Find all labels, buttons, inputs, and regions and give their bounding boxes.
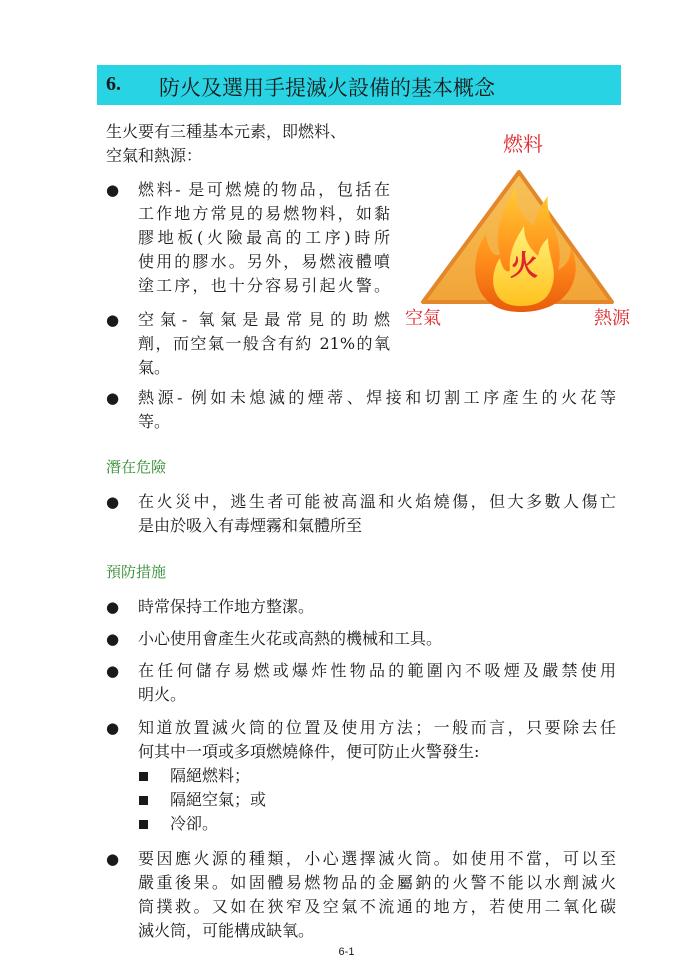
- intro-line: 空氣和熱源：: [106, 146, 203, 165]
- prevention-item: 時常保持工作地方整潔。: [138, 597, 315, 616]
- air-line: 劑，而空氣一般含有約 21%的氧: [138, 334, 390, 353]
- hazard-line: 在火災中，逃生者可能被高溫和火焰燒傷，但大多數人傷亡: [138, 492, 616, 511]
- hazard-section-title: 潛在危險: [106, 458, 167, 476]
- air-line: 空氣- 氧氣是最常見的助燃: [138, 310, 390, 329]
- bullet-icon: ●: [106, 662, 120, 680]
- square-bullet-icon: [139, 796, 148, 805]
- bullet-icon: ●: [106, 311, 120, 329]
- heat-line: 熱源- 例如未熄滅的煙蒂、焊接和切割工序產生的火花等: [138, 388, 616, 407]
- diagram-fire-label: 火: [510, 249, 539, 282]
- fuel-line: 塗工序，也十分容易引起火警。: [138, 276, 390, 295]
- diagram-air-label: 空氣: [405, 308, 441, 329]
- bullet-icon: ●: [106, 389, 120, 407]
- sub-item: 冷卻。: [170, 814, 219, 833]
- hazard-line: 是由於吸入有毒煙霧和氣體所至: [138, 516, 363, 535]
- prevention-item-line: 滅火筒，可能構成缺氧。: [138, 921, 315, 940]
- prevention-item-line: 明火。: [138, 685, 187, 704]
- square-bullet-icon: [139, 820, 148, 829]
- bullet-icon: ●: [106, 630, 120, 648]
- fuel-line: 工作地方常見的易燃物料，如黏: [138, 204, 390, 223]
- prevention-item-line: 何其中一項或多項燃燒條件，便可防止火警發生:: [138, 742, 480, 761]
- prevention-item: 小心使用會產生火花或高熱的機械和工具。: [138, 629, 443, 648]
- sub-item: 隔絕燃料；: [170, 766, 251, 785]
- prevention-item-line: 在任何儲存易燃或爆炸性物品的範圍內不吸煙及嚴禁使用: [138, 661, 616, 680]
- section-number: 6.: [106, 73, 121, 95]
- bullet-icon: ●: [106, 850, 120, 868]
- prevention-item-line: 要因應火源的種類，小心選擇滅火筒。如使用不當，可以至: [138, 849, 616, 868]
- square-bullet-icon: [139, 772, 148, 781]
- prevention-item-line: 嚴重後果。如固體易燃物品的金屬鈉的火警不能以水劑滅火: [138, 873, 616, 892]
- heat-line: 等。: [138, 412, 171, 431]
- page-number: 6-1: [338, 946, 355, 958]
- bullet-icon: ●: [106, 598, 120, 616]
- bullet-icon: ●: [106, 719, 120, 737]
- fuel-line: 使用的膠水。另外，易燃液體噴: [138, 252, 390, 271]
- section-title: 防火及選用手提滅火設備的基本概念: [159, 76, 495, 100]
- fire-triangle-diagram: [398, 130, 638, 340]
- fuel-line: 燃料- 是可燃燒的物品，包括在: [138, 180, 390, 199]
- diagram-fuel-label: 燃料: [503, 132, 543, 156]
- prevention-item-line: 知道放置滅火筒的位置及使用方法；一般而言，只要除去任: [138, 718, 616, 737]
- prevention-section-title: 預防措施: [106, 563, 167, 581]
- intro-line: 生火要有三種基本元素，即燃料、: [106, 122, 347, 141]
- diagram-heat-label: 熱源: [594, 308, 630, 329]
- section-heading: [97, 65, 621, 105]
- sub-item: 隔絕空氣；或: [170, 790, 267, 809]
- air-line: 氣。: [138, 358, 171, 377]
- bullet-icon: ●: [106, 493, 120, 511]
- fuel-line: 膠地板(火險最高的工序)時所: [138, 228, 390, 247]
- prevention-item-line: 筒撲救。又如在狹窄及空氣不流通的地方，若使用二氧化碳: [138, 897, 616, 916]
- bullet-icon: ●: [106, 181, 120, 199]
